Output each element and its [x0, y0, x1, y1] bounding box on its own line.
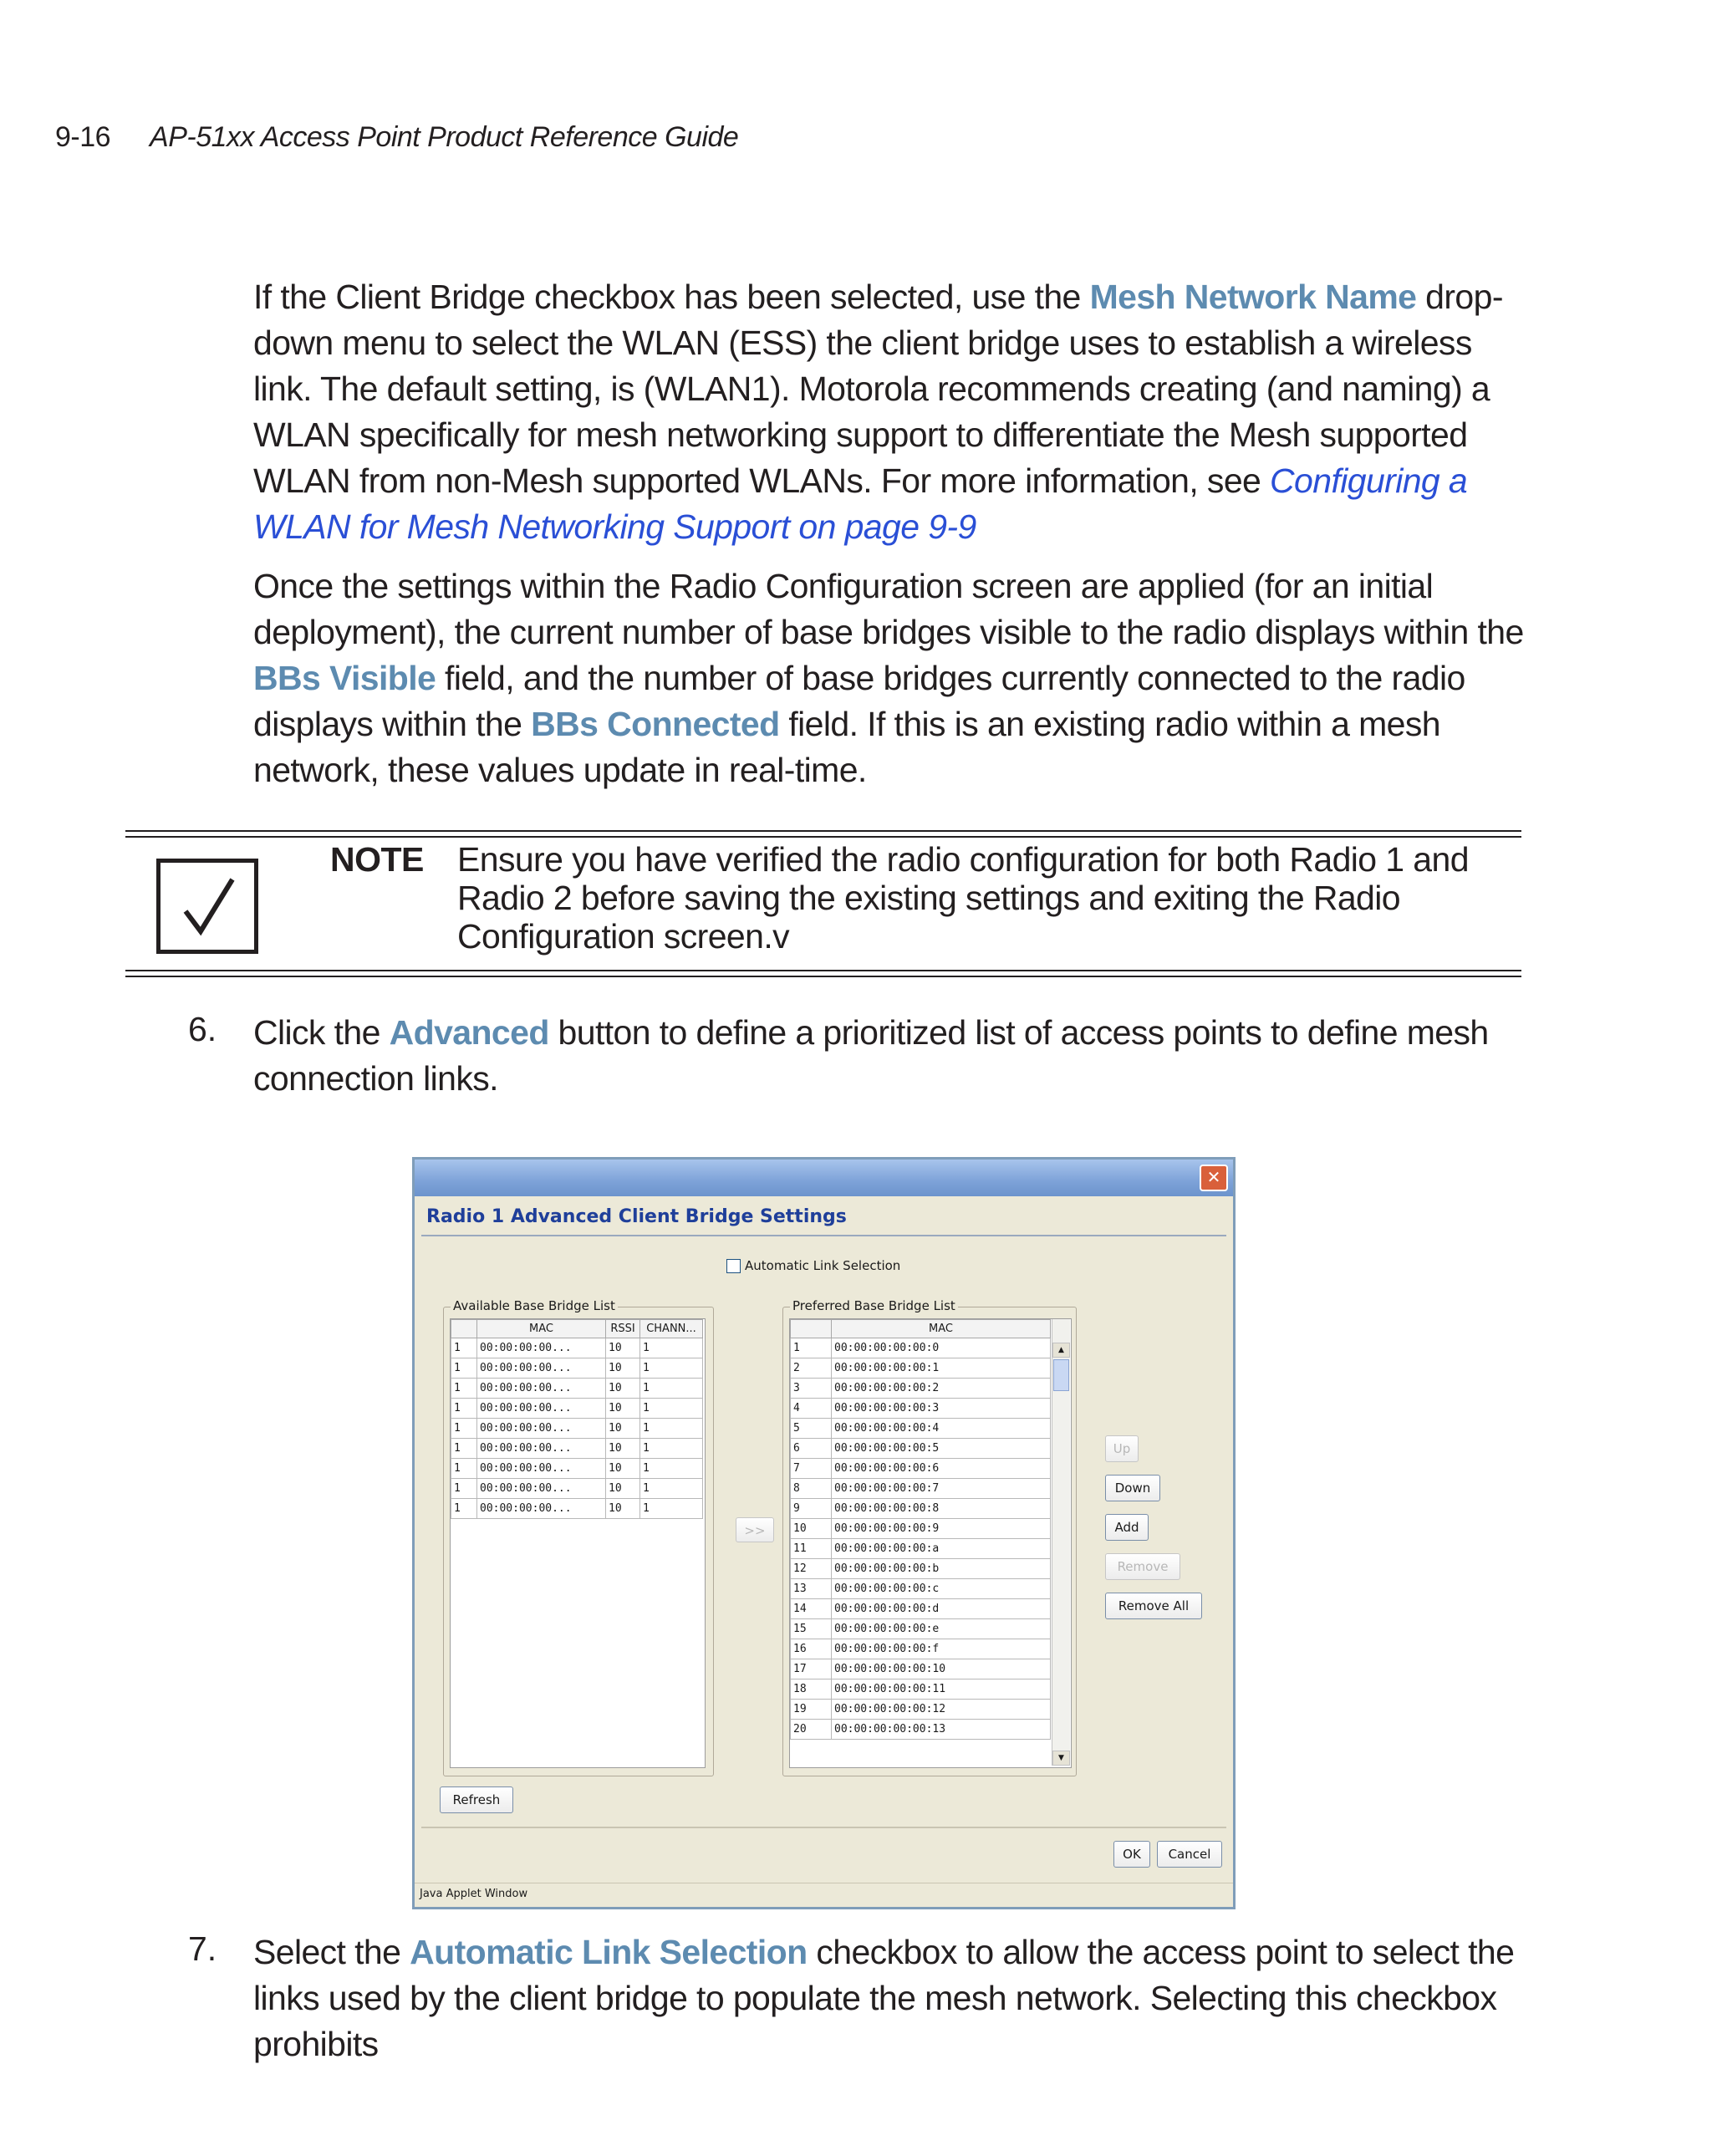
table-row[interactable]	[451, 1479, 703, 1499]
preferred-cell: 20	[791, 1720, 832, 1740]
preferred-list-scrollbar[interactable]	[1052, 1319, 1070, 1766]
available-header-2[interactable]: RSSI	[606, 1320, 640, 1338]
preferred-cell: 1	[791, 1338, 832, 1358]
table-row[interactable]	[791, 1700, 1051, 1720]
dialog-title: Radio 1 Advanced Client Bridge Settings	[426, 1206, 847, 1227]
available-cell: 1	[451, 1358, 477, 1379]
para1-text-1: If the Client Bridge checkbox has been selected, use the	[253, 278, 1090, 316]
table-row[interactable]	[791, 1399, 1051, 1419]
table-row[interactable]	[451, 1379, 703, 1399]
available-cell: 1	[451, 1338, 477, 1358]
available-cell: 1	[640, 1459, 703, 1479]
close-icon[interactable]: ✕	[1200, 1165, 1228, 1191]
available-cell: 00:00:00:00...	[477, 1379, 606, 1399]
preferred-cell: 00:00:00:00:00:6	[832, 1459, 1051, 1479]
preferred-base-bridge-table[interactable]	[790, 1319, 1051, 1740]
available-cell: 00:00:00:00...	[477, 1459, 606, 1479]
para1-text-2: drop-down menu to select the WLAN (ESS) the client bridge uses to establish a wireless link. The default setting, is (WLAN1). Motorola recommends creating (and naming) a WLAN specifically for mesh networking support to differentiate the Mesh supported WLAN from non-Mesh supported WLANs. For more information, see	[253, 278, 1503, 500]
preferred-cell: 00:00:00:00:00:7	[832, 1479, 1051, 1499]
preferred-cell: 5	[791, 1419, 832, 1439]
keyword-bbs-connected: BBs Connected	[531, 705, 780, 743]
dialog-titlebar[interactable]	[415, 1160, 1233, 1196]
preferred-cell: 14	[791, 1599, 832, 1619]
page-header	[55, 121, 738, 154]
note-label: NOTE	[330, 840, 424, 879]
available-cell: 1	[640, 1379, 703, 1399]
link-configuring-wlan[interactable]: Configuring a WLAN for Mesh Networking Support on page 9-9	[253, 461, 1468, 546]
preferred-cell: 00:00:00:00:00:11	[832, 1679, 1051, 1700]
guide-title: AP-51xx Access Point Product Reference Guide	[150, 121, 739, 153]
table-row[interactable]	[791, 1539, 1051, 1559]
cancel-button[interactable]: Cancel	[1157, 1841, 1222, 1868]
status-bar	[415, 1883, 1233, 1907]
table-row[interactable]	[791, 1358, 1051, 1379]
available-base-bridge-table[interactable]	[451, 1319, 703, 1519]
page-number: 9-16	[55, 121, 111, 153]
keyword-advanced: Advanced	[389, 1013, 549, 1052]
down-button[interactable]: Down	[1105, 1475, 1160, 1501]
preferred-cell: 00:00:00:00:00:d	[832, 1599, 1051, 1619]
keyword-mesh-network-name: Mesh Network Name	[1089, 278, 1417, 316]
preferred-cell: 7	[791, 1459, 832, 1479]
note-bottom-rule-2	[125, 976, 1521, 977]
table-row[interactable]	[791, 1439, 1051, 1459]
available-cell: 10	[606, 1358, 640, 1379]
scroll-up-arrow-icon[interactable]: ▲	[1052, 1343, 1070, 1358]
preferred-cell: 00:00:00:00:00:4	[832, 1419, 1051, 1439]
available-cell: 1	[640, 1358, 703, 1379]
step-6-number: 6.	[188, 1010, 217, 1048]
preferred-cell: 00:00:00:00:00:12	[832, 1700, 1051, 1720]
available-cell: 10	[606, 1479, 640, 1499]
table-row[interactable]	[451, 1499, 703, 1519]
preferred-cell: 9	[791, 1499, 832, 1519]
preferred-cell: 6	[791, 1439, 832, 1459]
table-row[interactable]	[451, 1419, 703, 1439]
preferred-cell: 16	[791, 1639, 832, 1659]
available-cell: 1	[451, 1399, 477, 1419]
preferred-cell: 00:00:00:00:00:13	[832, 1720, 1051, 1740]
automatic-link-selection-checkbox[interactable]	[726, 1259, 741, 1273]
note-top-rule	[125, 830, 1521, 832]
para2-text-2: field, and the number of base bridges currently connected to the radio displays within the	[253, 659, 1465, 743]
title-divider	[421, 1235, 1226, 1236]
available-cell: 00:00:00:00...	[477, 1419, 606, 1439]
preferred-cell: 10	[791, 1519, 832, 1539]
available-cell: 10	[606, 1338, 640, 1358]
table-row[interactable]	[451, 1358, 703, 1379]
preferred-cell: 3	[791, 1379, 832, 1399]
available-header-0[interactable]	[451, 1320, 477, 1338]
step6-text-2: button to define a prioritized list of access points to define mesh connection links.	[253, 1013, 1489, 1098]
available-cell: 1	[451, 1419, 477, 1439]
table-row[interactable]	[791, 1519, 1051, 1539]
paragraph-mesh-network-name	[253, 274, 1524, 550]
available-cell: 00:00:00:00...	[477, 1399, 606, 1419]
note-text: Ensure you have verified the radio configuration for both Radio 1 and Radio 2 before saving the existing settings and exiting the Radio Configuration screen.v	[457, 840, 1469, 956]
preferred-cell: 00:00:00:00:00:10	[832, 1659, 1051, 1679]
preferred-cell: 13	[791, 1579, 832, 1599]
keyword-automatic-link-selection: Automatic Link Selection	[410, 1933, 808, 1971]
available-cell: 1	[451, 1459, 477, 1479]
preferred-cell: 15	[791, 1619, 832, 1639]
step7-text-2: checkbox to allow the access point to select the links used by the client bridge to populate the mesh network. Selecting this checkbox prohibits	[253, 1933, 1515, 2063]
available-cell: 1	[640, 1419, 703, 1439]
scroll-down-arrow-icon[interactable]: ▼	[1052, 1751, 1070, 1766]
available-cell: 1	[451, 1439, 477, 1459]
table-row[interactable]	[451, 1439, 703, 1459]
table-row[interactable]	[451, 1338, 703, 1358]
preferred-cell: 8	[791, 1479, 832, 1499]
table-row[interactable]	[791, 1639, 1051, 1659]
preferred-cell: 00:00:00:00:00:e	[832, 1619, 1051, 1639]
table-row[interactable]	[791, 1559, 1051, 1579]
available-cell: 1	[640, 1479, 703, 1499]
table-row[interactable]	[791, 1338, 1051, 1358]
ok-button[interactable]: OK	[1113, 1841, 1150, 1868]
available-cell: 10	[606, 1379, 640, 1399]
bottom-separator	[421, 1827, 1226, 1828]
table-row[interactable]	[791, 1459, 1051, 1479]
up-button[interactable]: Up	[1105, 1435, 1139, 1462]
remove-all-button[interactable]: Remove All	[1105, 1593, 1202, 1619]
table-row[interactable]	[451, 1399, 703, 1419]
scroll-thumb[interactable]	[1053, 1359, 1069, 1391]
note-bottom-rule	[125, 970, 1521, 971]
preferred-cell: 00:00:00:00:00:0	[832, 1338, 1051, 1358]
table-row[interactable]	[791, 1679, 1051, 1700]
table-row[interactable]	[791, 1619, 1051, 1639]
checkmark-icon	[160, 863, 254, 950]
para2-text-3: field. If this is an existing radio within a mesh network, these values update in real-time.	[253, 705, 1440, 789]
available-cell: 10	[606, 1499, 640, 1519]
automatic-link-selection-label: Automatic Link Selection	[745, 1258, 901, 1273]
preferred-cell: 4	[791, 1399, 832, 1419]
table-row[interactable]	[791, 1379, 1051, 1399]
automatic-link-selection[interactable]	[726, 1258, 900, 1273]
add-button[interactable]: Add	[1105, 1514, 1149, 1541]
note-checkmark-box	[156, 859, 258, 954]
available-cell: 00:00:00:00...	[477, 1479, 606, 1499]
step-6-text	[253, 1010, 1524, 1102]
table-row[interactable]	[451, 1459, 703, 1479]
note-top-rule-2	[125, 836, 1521, 838]
move-to-preferred-button[interactable]: >>	[736, 1517, 774, 1542]
preferred-base-bridge-label: Preferred Base Bridge List	[790, 1298, 958, 1313]
preferred-cell: 00:00:00:00:00:9	[832, 1519, 1051, 1539]
preferred-header-0[interactable]	[791, 1320, 832, 1338]
available-cell: 00:00:00:00...	[477, 1358, 606, 1379]
table-row[interactable]	[791, 1419, 1051, 1439]
preferred-cell: 00:00:00:00:00:1	[832, 1358, 1051, 1379]
step6-text-1: Click the	[253, 1013, 390, 1052]
preferred-cell: 17	[791, 1659, 832, 1679]
available-cell: 10	[606, 1399, 640, 1419]
available-cell: 00:00:00:00...	[477, 1439, 606, 1459]
available-cell: 1	[451, 1499, 477, 1519]
table-row[interactable]	[791, 1659, 1051, 1679]
status-text: Java Applet Window	[420, 1888, 528, 1900]
table-row[interactable]	[791, 1479, 1051, 1499]
available-cell: 10	[606, 1459, 640, 1479]
preferred-cell: 2	[791, 1358, 832, 1379]
available-header-1[interactable]: MAC	[477, 1320, 606, 1338]
available-cell: 10	[606, 1419, 640, 1439]
available-base-bridge-label: Available Base Bridge List	[451, 1298, 618, 1313]
preferred-header-1[interactable]: MAC	[832, 1320, 1051, 1338]
step7-text-1: Select the	[253, 1933, 410, 1971]
refresh-button[interactable]: Refresh	[440, 1786, 513, 1813]
available-cell: 00:00:00:00...	[477, 1338, 606, 1358]
available-cell: 1	[640, 1399, 703, 1419]
table-row[interactable]	[791, 1599, 1051, 1619]
table-row[interactable]	[791, 1579, 1051, 1599]
preferred-cell: 00:00:00:00:00:3	[832, 1399, 1051, 1419]
available-cell: 1	[640, 1338, 703, 1358]
preferred-cell: 11	[791, 1539, 832, 1559]
step-7-text	[253, 1929, 1524, 2067]
step-7-number: 7.	[188, 1929, 217, 1968]
remove-button[interactable]: Remove	[1105, 1553, 1180, 1580]
available-cell: 1	[451, 1379, 477, 1399]
preferred-cell: 18	[791, 1679, 832, 1700]
available-cell: 00:00:00:00...	[477, 1499, 606, 1519]
paragraph-bbs-visible	[253, 563, 1524, 793]
preferred-cell: 00:00:00:00:00:f	[832, 1639, 1051, 1659]
available-cell: 1	[451, 1479, 477, 1499]
advanced-client-bridge-dialog	[412, 1157, 1236, 1909]
preferred-cell: 00:00:00:00:00:a	[832, 1539, 1051, 1559]
table-row[interactable]	[791, 1720, 1051, 1740]
available-cell: 10	[606, 1439, 640, 1459]
para2-text-1: Once the settings within the Radio Configuration screen are applied (for an initial deployment), the current number of base bridges visible to the radio displays within the	[253, 567, 1524, 651]
preferred-cell: 19	[791, 1700, 832, 1720]
keyword-bbs-visible: BBs Visible	[253, 659, 436, 697]
preferred-cell: 00:00:00:00:00:b	[832, 1559, 1051, 1579]
available-cell: 1	[640, 1499, 703, 1519]
preferred-cell: 12	[791, 1559, 832, 1579]
available-header-3[interactable]: CHANN...	[640, 1320, 703, 1338]
preferred-cell: 00:00:00:00:00:2	[832, 1379, 1051, 1399]
table-row[interactable]	[791, 1499, 1051, 1519]
preferred-cell: 00:00:00:00:00:8	[832, 1499, 1051, 1519]
preferred-cell: 00:00:00:00:00:c	[832, 1579, 1051, 1599]
available-cell: 1	[640, 1439, 703, 1459]
preferred-cell: 00:00:00:00:00:5	[832, 1439, 1051, 1459]
